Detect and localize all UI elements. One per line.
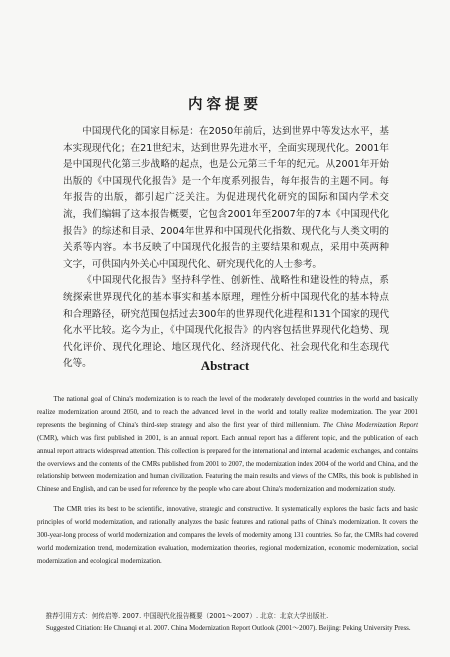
english-title: Abstract [200,358,250,373]
chinese-paragraph-1: 中国现代化的国家目标是：在2050年前后，达到世界中等发达水平，基本实现现代化；在21世纪末，达到世界先进水平，全面实现现代化。2001年是中国现代化第三步战略的起点，也是公元第三千年的纪元。从2001年开始出版的《中国现代化报告》是一个年度系列报告，每年报告的主题不同。每年报告的出版，都引起广泛关注。为促进现代化研究的国际和国内学术交流，我们编辑了这本报告概要，它包含2001年至2007年的7本《中国现代化报告》的综述和目录、2004年世界和中国现代化指数、现代化与人类文明的关系等内容。本书反映了中国现代化报告的主要结果和观点，采用中英两种文字，可供国内外关心中国现代化、研究现代化的人士参考。 [63,126,389,270]
chinese-paragraph-2: 《中国现代化报告》坚持科学性、创新性、战略性和建设性的特点，系统探索世界现代化的基本事实和基本原理，理性分析中国现代化的基本特点和合理路径，研究范围包括过去300年的世界现代化进程和131个国家的现代化水平比较。迄今为止，《中国现代化报告》的内容包括世界现代化趋势、现代化评价、现代化理论、地区现代化、经济现代化、社会现代化和生态现代化等。 [63,275,389,370]
report-title-italic: The China Modernization Report [322,421,418,429]
english-paragraph-1-text: The national goal of China's modernization is to reach the level of the moderately developed countries in the world and basically realize modernization around 2050, and to reach the advanced level in the world and totally realize modernization. The year 2001 represents the beginning of China's third-step strategy and also the first year of third millennium. [37,396,418,429]
english-paragraph-2: The CMR tries its best to be scientific, innovative, strategic and constructive. It systematically explores the basic facts and basic principles of world modernization, and rationally analyzes the basic features and rational paths of China's modernization. It covers the 300-year-long process of world modernization and compares the levels of modernity among 131 countries. So far, the CMRs had covered world modernization trend, modernization evaluation, modernization theories, regional modernization, economic modernization, social modernization and ecological modernization. [37,506,418,565]
citation-chinese: 推荐引用方式：何传启等. 2007. 中国现代化报告概要（2001～2007）. 北京：北京大学出版社. [45,612,329,620]
citation-block [37,610,418,635]
english-abstract [37,394,418,569]
chinese-title: 内容提要 [188,97,262,113]
english-paragraph-1-tail: (CMR), which was first published in 2001, is an annual report. Each annual report has a different topic, and the publication of each annual report attracts widespread attention. This collection is prepared for the international and internal academic exchanges, and contains the overviews and the contents of the CMRs published from 2001 to 2007, the modernization index 2004 of the world and China, and the relationship between modernization and human civilization. Featuring the main results and views of the CMRs, this book is published in Chinese and English, and can be used for reference by the people who care about China's modernization and modernization study. [37,434,418,494]
citation-english: Suggested Citiation: He Chuanqi et al. 2007. China Modernization Report Outlook (2001～2007). Beijing: Peking University Press. [45,624,411,632]
chinese-abstract [63,124,389,373]
english-paragraph-1 [37,394,418,497]
